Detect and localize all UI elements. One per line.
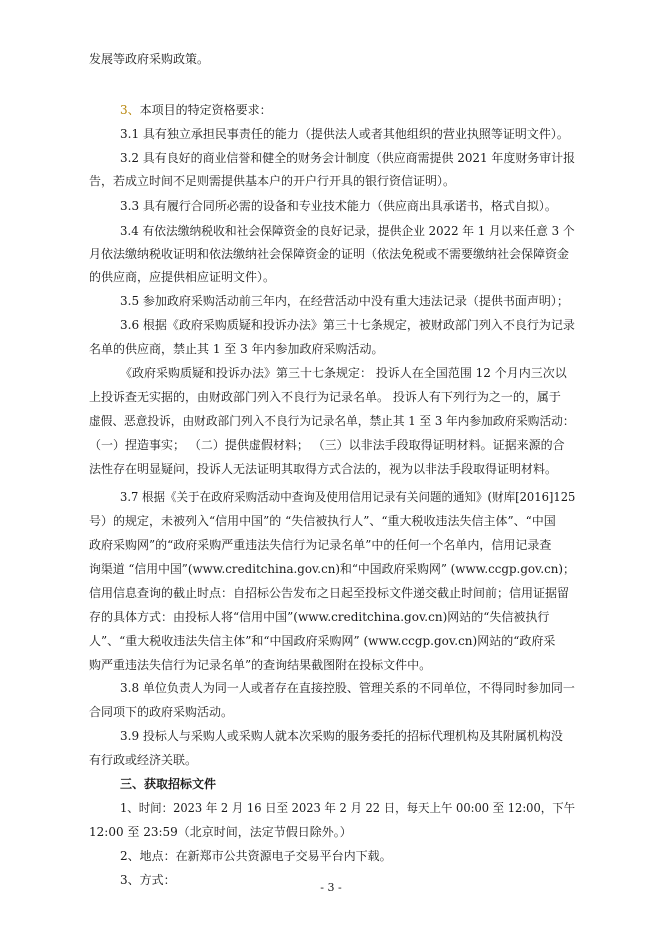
text-line: 告，若成立时间不足则需提供基本户的开户行开具的银行资信证明）。: [89, 174, 456, 188]
text-line: 法性存在明显疑问，投诉人无法证明其取得方式合法的，视为以非法手段取得证明材料。: [89, 462, 558, 476]
text-line: 12:00 至 23:59（北京时间，法定节假日除外。）: [89, 825, 352, 839]
section-heading: 三、获取招标文件: [120, 777, 217, 791]
text-line: 存的具体方式：由投标人将“信用中国”(www.creditchina.gov.cn)网站的“失信被执行: [89, 610, 550, 624]
text-line: （一）捏造事实； （二）提供虚假材料； （三）以非法手段取得证明材料。证据来源的合: [89, 438, 565, 452]
text-line: 发展等政府采购政策。: [89, 52, 210, 66]
text-line: 3、方式：: [120, 873, 176, 887]
text-line: 政府采购网”的“政府采购严重违法失信行为记录名单”中的任何一个名单内，信用记录查: [89, 538, 552, 552]
list-number: 3、: [120, 103, 140, 117]
text-line: 3.5 参加政府采购活动前三年内，在经营活动中没有重大违法记录（提供书面声明）；: [120, 294, 569, 308]
text-line: 3.6 根据《政府采购质疑和投诉办法》第三十七条规定，被财政部门列入不良行为记录: [120, 318, 575, 332]
text-line: 询渠道 “信用中国”(www.creditchina.gov.cn)和“中国政府采购网” (www.ccgp.gov.cn)；: [89, 562, 575, 576]
text-line: 信用信息查询的截止时点：自招标公告发布之日起至投标文件递交截止时间前；信用证据留: [89, 586, 570, 600]
text-line: 《政府采购质疑和投诉办法》第三十七条规定： 投诉人在全国范围 12 个月内三次以: [120, 366, 567, 380]
text-line: 3、本项目的特定资格要求：: [120, 103, 272, 117]
text-line: 3.1 具有独立承担民事责任的能力（提供法人或者其他组织的营业执照等证明文件）。: [120, 127, 569, 141]
page-number: - 3 -: [320, 881, 342, 894]
text-line: 的供应商，应提供相应证明文件）。: [89, 270, 276, 284]
text-line: 3.2 具有良好的商业信誉和健全的财务会计制度（供应商需提供 2021 年度财务审计报: [120, 151, 576, 165]
text-line: 2、地点：在新郑市公共资源电子交易平台内下载。: [120, 849, 392, 863]
text-line: 购严重违法失信行为记录名单”的查询结果截图附在投标文件中。: [89, 658, 432, 672]
text-line: 3.3 具有履行合同所必需的设备和专业技术能力（供应商出具承诺书，格式自拟）。: [120, 199, 557, 213]
text-line: 合同项下的政府采购活动。: [89, 705, 234, 719]
text-line: 人”、“重大税收违法失信主体”和“中国政府采购网” (www.ccgp.gov.cn)网站的“政府采: [89, 634, 556, 648]
text-line: 上投诉查无实据的，由财政部门列入不良行为记录名单。 投诉人有下列行为之一的，属于: [89, 390, 561, 404]
text-line: 虚假、恶意投诉，由财政部门列入不良行为记录名单，禁止其 1 至 3 年内参加政府采购活动：: [89, 414, 575, 428]
text-line: 有行政或经济关联。: [89, 753, 198, 767]
text-line: 3.4 有依法缴纳税收和社会保障资金的良好记录，提供企业 2022 年 1 月以来任意 3 个: [120, 224, 575, 238]
text-line: 名单的供应商，禁止其 1 至 3 年内参加政府采购活动。: [89, 342, 384, 356]
text-line: 3.9 投标人与采购人或采购人就本次采购的服务委托的招标代理机构及其附属机构没: [120, 729, 563, 743]
text-line: 3.7 根据《关于在政府采购活动中查询及使用信用记录有关问题的通知》(财库[2016]125: [120, 490, 576, 504]
text-line: 号）的规定，未被列入“信用中国”的 “失信被执行人”、“重大税收违法失信主体”、“中国: [89, 514, 556, 528]
text-line: 1、时间：2023 年 2 月 16 日至 2023 年 2 月 22 日，每天上午 00:00 至 12:00，下午: [120, 801, 576, 815]
text-line: 3.8 单位负责人为同一人或者存在直接控股、管理关系的不同单位，不得同时参加同一: [120, 681, 575, 695]
text-line: 月依法缴纳税收证明和依法缴纳社会保障资金的证明（依法免税或不需要缴纳社会保障资金: [89, 247, 570, 261]
